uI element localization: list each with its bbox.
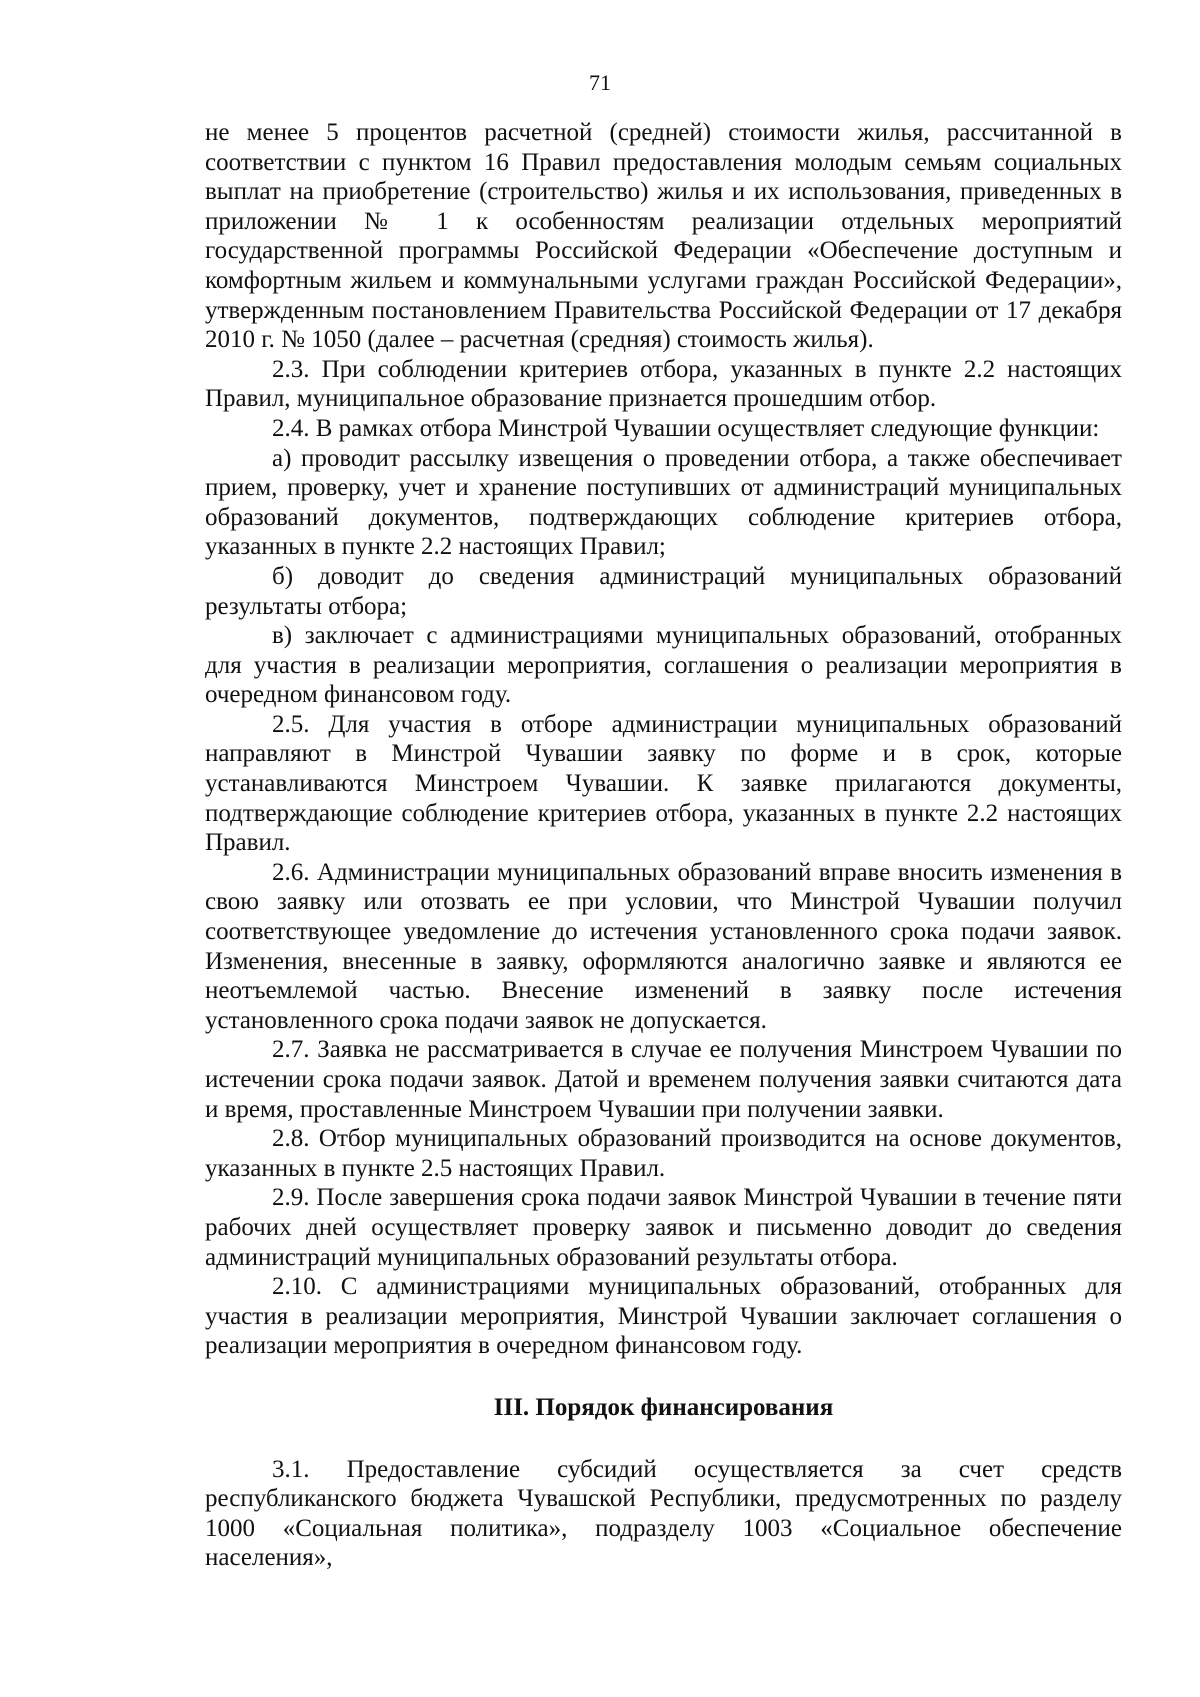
paragraph-3-1: 3.1. Предоставление субсидий осуществляется за счет средств республиканского бюджета Чувашской Республики, предусмотренных по разделу 1000 «Социальная политика», подразделу 1003 «Социальное обеспечение населения», [205,1455,1122,1572]
page-number: 71 [589,70,611,95]
paragraph-2-7: 2.7. Заявка не рассматривается в случае ее получения Минстроем Чувашии по истечении срока подачи заявок. Датой и временем получения заявки считаются дата и время, проставленные Минстроем Чувашии при получении заявки. [205,1036,1122,1123]
paragraph-2-4-a: а) проводит рассылку извещения о проведении отбора, а также обеспечивает прием, проверку, учет и хранение поступивших от администраций муниципальных образований документов, подтверждающих соблюдение критериев отбора, указанных в пункте 2.2 настоящих Правил; [205,444,1122,561]
paragraph-2-8: 2.8. Отбор муниципальных образований производится на основе документов, указанных в пункте 2.5 настоящих Правил. [205,1125,1122,1182]
paragraph-2-9: 2.9. После завершения срока подачи заявок Минстрой Чувашии в течение пяти рабочих дней осуществляет проверку заявок и письменно доводит до сведения администраций муниципальных образований результаты отбора. [205,1184,1122,1271]
paragraph-2-10: 2.10. С администрациями муниципальных образований, отобранных для участия в реализации мероприятия, Минстрой Чувашии заключает соглашения о реализации мероприятия в очередном финансовом году. [205,1273,1122,1360]
paragraph-2-6: 2.6. Администрации муниципальных образований вправе вносить изменения в свою заявку или отозвать ее при условии, что Минстрой Чувашии получил соответствующее уведомление до истечения установленного срока подачи заявок. Изменения, внесенные в заявку, оформляются аналогично заявке и являются ее неотъемлемой частью. Внесение изменений в заявку после истечения установленного срока подачи заявок не допускается. [205,858,1122,1034]
paragraph-2-4: 2.4. В рамках отбора Минстрой Чувашии осуществляет следующие функции: [272,414,1100,442]
paragraph-2-4-b: б) доводит до сведения администраций муниципальных образований результаты отбора; [205,562,1122,620]
section-heading: III. Порядок финансирования [493,1393,834,1421]
document-body [205,118,1122,1573]
paragraph-2-5: 2.5. Для участия в отборе администрации муниципальных образований направляют в Минстрой Чувашии заявку по форме и в срок, которые устанавливаются Минстроем Чувашии. К заявке прилагаются документы, подтверждающие соблюдение критериев отбора, указанных в пункте 2.2 настоящих Правил. [205,710,1122,857]
paragraph-2-3: 2.3. При соблюдении критериев отбора, указанных в пункте 2.2 настоящих Правил, муниципальное образование признается прошедшим отбор. [205,355,1122,413]
paragraph-continuation: не менее 5 процентов расчетной (средней) стоимости жилья, рассчитанной в соответствии с пунктом 16 Правил предоставления молодым семьям социальных выплат на приобретение (строительство) жилья и их использования, приведенных в приложении № 1 к особенностям реализации отдельных мероприятий государственной программы Российской Федерации «Обеспечение доступным и комфортным жильем и коммунальными услугами граждан Российской Федерации», утвержденным постановлением Правительства Российской Федерации от 17 декабря 2010 г. № 1050 (далее – расчетная (средняя) стоимость жилья). [205,119,1122,354]
paragraph-2-4-v: в) заключает с администрациями муниципальных образований, отобранных для участия в реализации мероприятия, соглашения о реализации мероприятия в очередном финансовом году. [205,622,1122,709]
